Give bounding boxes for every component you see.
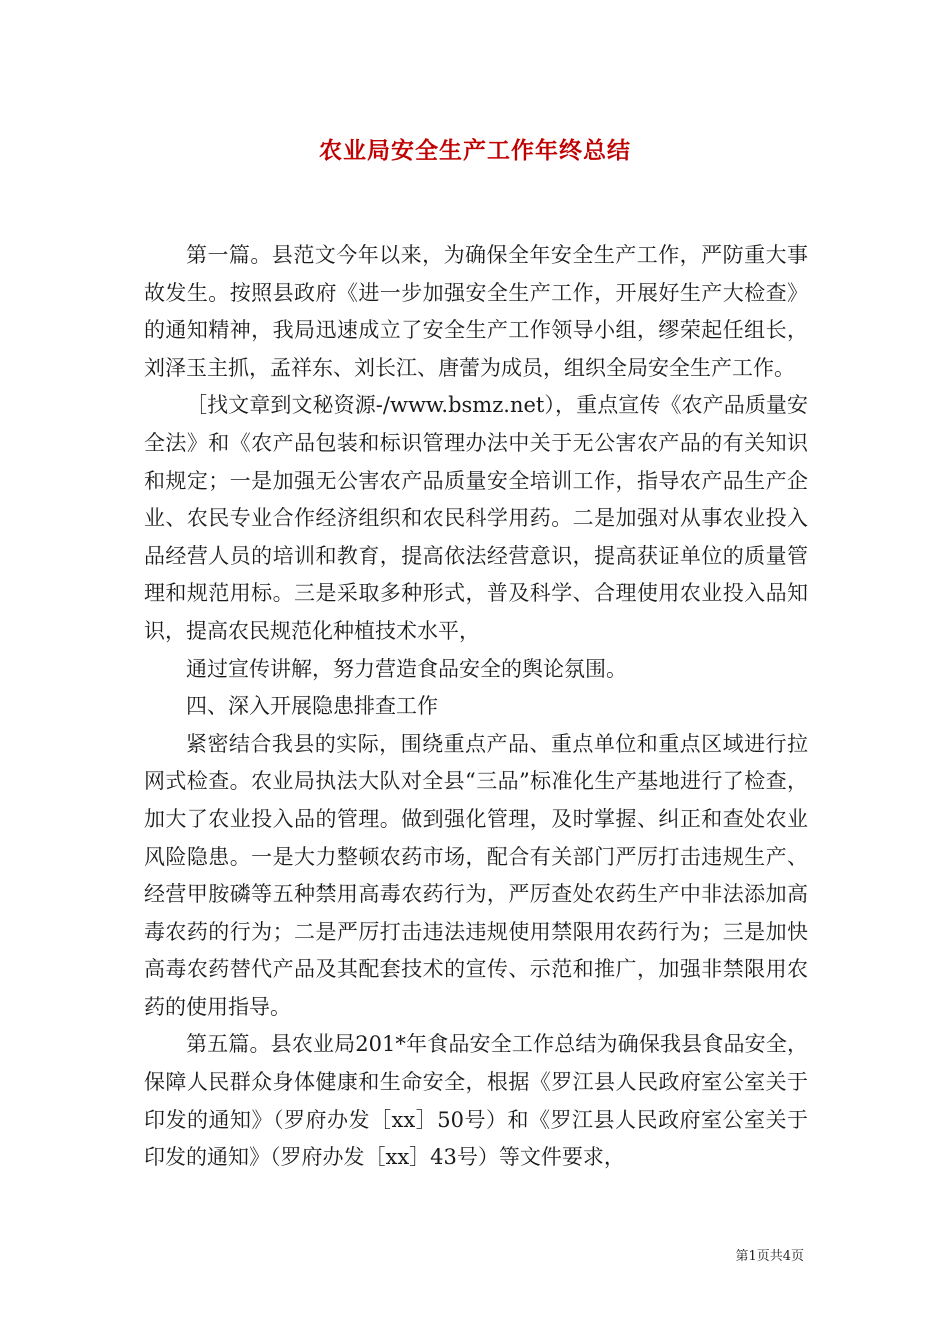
paragraph-4: 紧密结合我县的实际，围绕重点产品、重点单位和重点区域进行拉网式检查。农业局执法大队对全县“三品”标准化生产基地进行了检查，加大了农业投入品的管理。做到强化管理，及时掌握、纠正和查处农业风险隐患。一是大力整顿农药市场，配合有关部门严厉打击违规生产、经营甲胺磷等五种禁用高毒农药行为，严厉查处农药生产中非法添加高毒农药的行为；二是严厉打击违法违规使用禁限用农药行为；三是加快高毒农药替代产品及其配套技术的宣传、示范和推广，加强非禁限用农药的使用指导。 [144,731,808,1019]
paragraph-2: ［找文章到文秘资源-/www.bsmz.net），重点宣传《农产品质量安全法》和《农产品包装和标识管理办法中关于无公害农产品的有关知识和规定；一是加强无公害农产品质量安全培训工作，指导农产品生产企业、农民专业合作经济组织和农民科学用药。二是加强对从事农业投入品经营人员的培训和教育，提高依法经营意识，提高获证单位的质量管理和规范用标。三是采取多种形式，普及科学、合理使用农业投入品知识，提高农民规范化种植技术水平， [144,393,808,643]
paragraph-3: 通过宣传讲解，努力营造食品安全的舆论氛围。 [186,656,627,681]
page-number: 第1页共4页 [735,1249,804,1264]
section-heading: 四、深入开展隐患排查工作 [186,694,438,719]
paragraph-5: 第五篇。县农业局201*年食品安全工作总结为确保我县食品安全，保障人民群众身体健康和生命安全，根据《罗江县人民政府室公室关于印发的通知》（罗府办发［xx］50号）和《罗江县人民政府室公室关于印发的通知》（罗府办发［xx］43号）等文件要求， [144,1032,808,1170]
paragraph-1: 第一篇。县范文今年以来，为确保全年安全生产工作，严防重大事故发生。按照县政府《进一步加强安全生产工作，开展好生产大检查》的通知精神，我局迅速成立了安全生产工作领导小组，缪荣起任组长，刘泽玉主抓，孟祥东、刘长江、唐蕾为成员，组织全局安全生产工作。 [144,243,808,380]
document-body [144,237,808,1177]
document-title: 农业局安全生产工作年终总结 [319,137,631,164]
